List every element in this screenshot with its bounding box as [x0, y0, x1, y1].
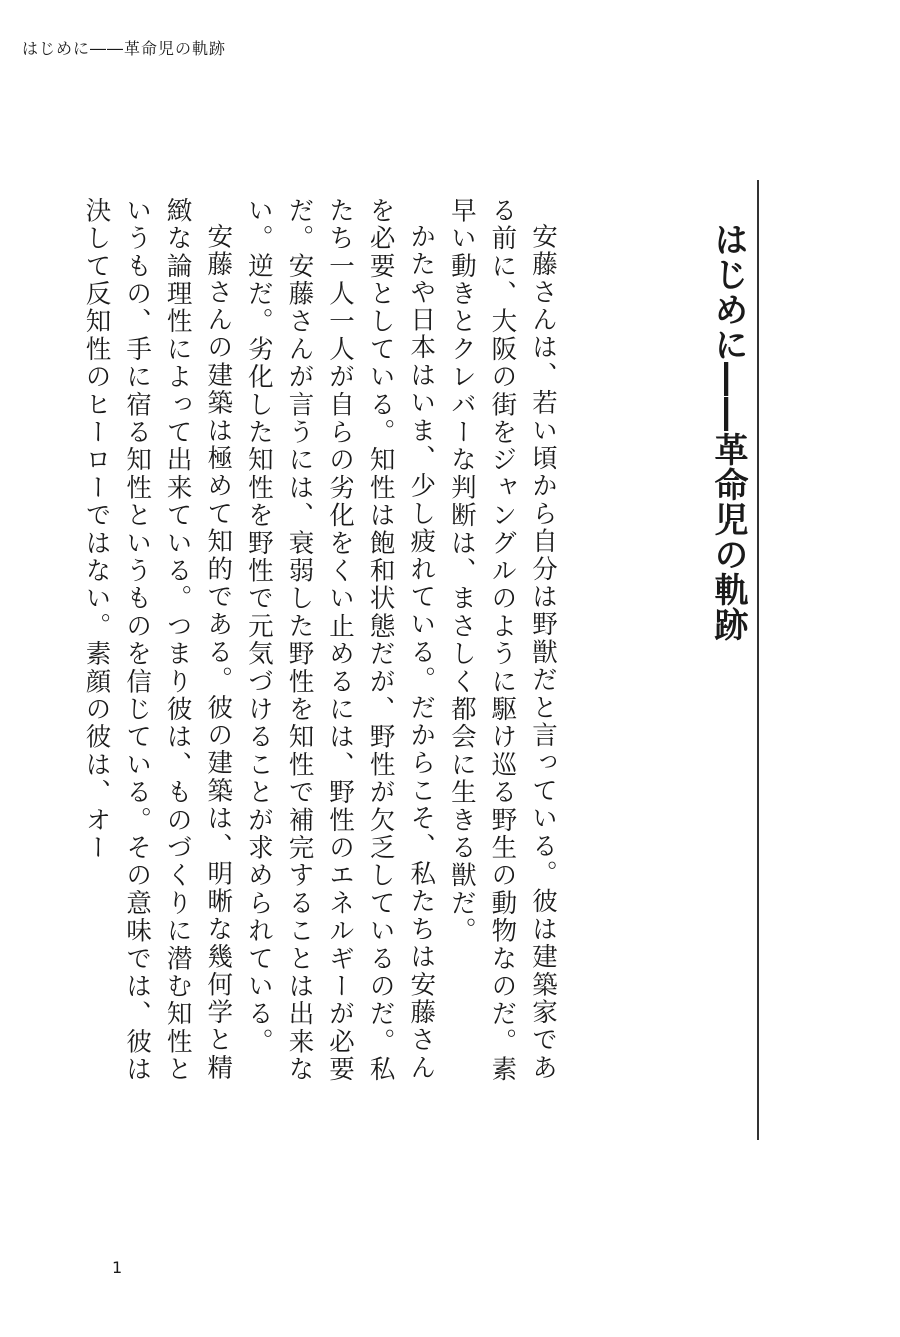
running-header: はじめに――革命児の軌跡	[22, 39, 227, 58]
page-number: 1	[112, 1258, 123, 1277]
paragraph-3: 安藤さんの建築は極めて知的である。彼の建築は、明晰な幾何学と精緻な論理性によって出来ている。つまり彼は、ものづくりに潜む知性というもの、手に宿る知性というものを信じている。その意味では、彼は決して反知性のヒーローではない。素顔の彼は、オー	[81, 197, 234, 1084]
chapter-title-block	[700, 180, 760, 1140]
paragraph-1: 安藤さんは、若い頃から自分は野獣だと言っている。彼は建築家である前に、大阪の街をジャングルのように駆け巡る野生の動物なのだ。素早い動きとクレバーな判断は、まさしく都会に生きる獣だ。	[446, 197, 558, 1084]
paragraph-2: かたや日本はいま、少し疲れている。だからこそ、私たちは安藤さんを必要としている。知性は飽和状態だが、野性が欠乏しているのだ。私たち一人一人が自らの劣化をくい止めるには、野性のエネルギーが必要だ。安藤さんが言うには、衰弱した野性を知性で補完することは出来ない。逆だ。劣化した知性を野性で元気づけることが求められている。	[243, 197, 437, 1084]
chapter-title: はじめに――革命児の軌跡	[708, 222, 748, 642]
title-divider-rule	[757, 180, 759, 1140]
body-text	[81, 197, 563, 1097]
